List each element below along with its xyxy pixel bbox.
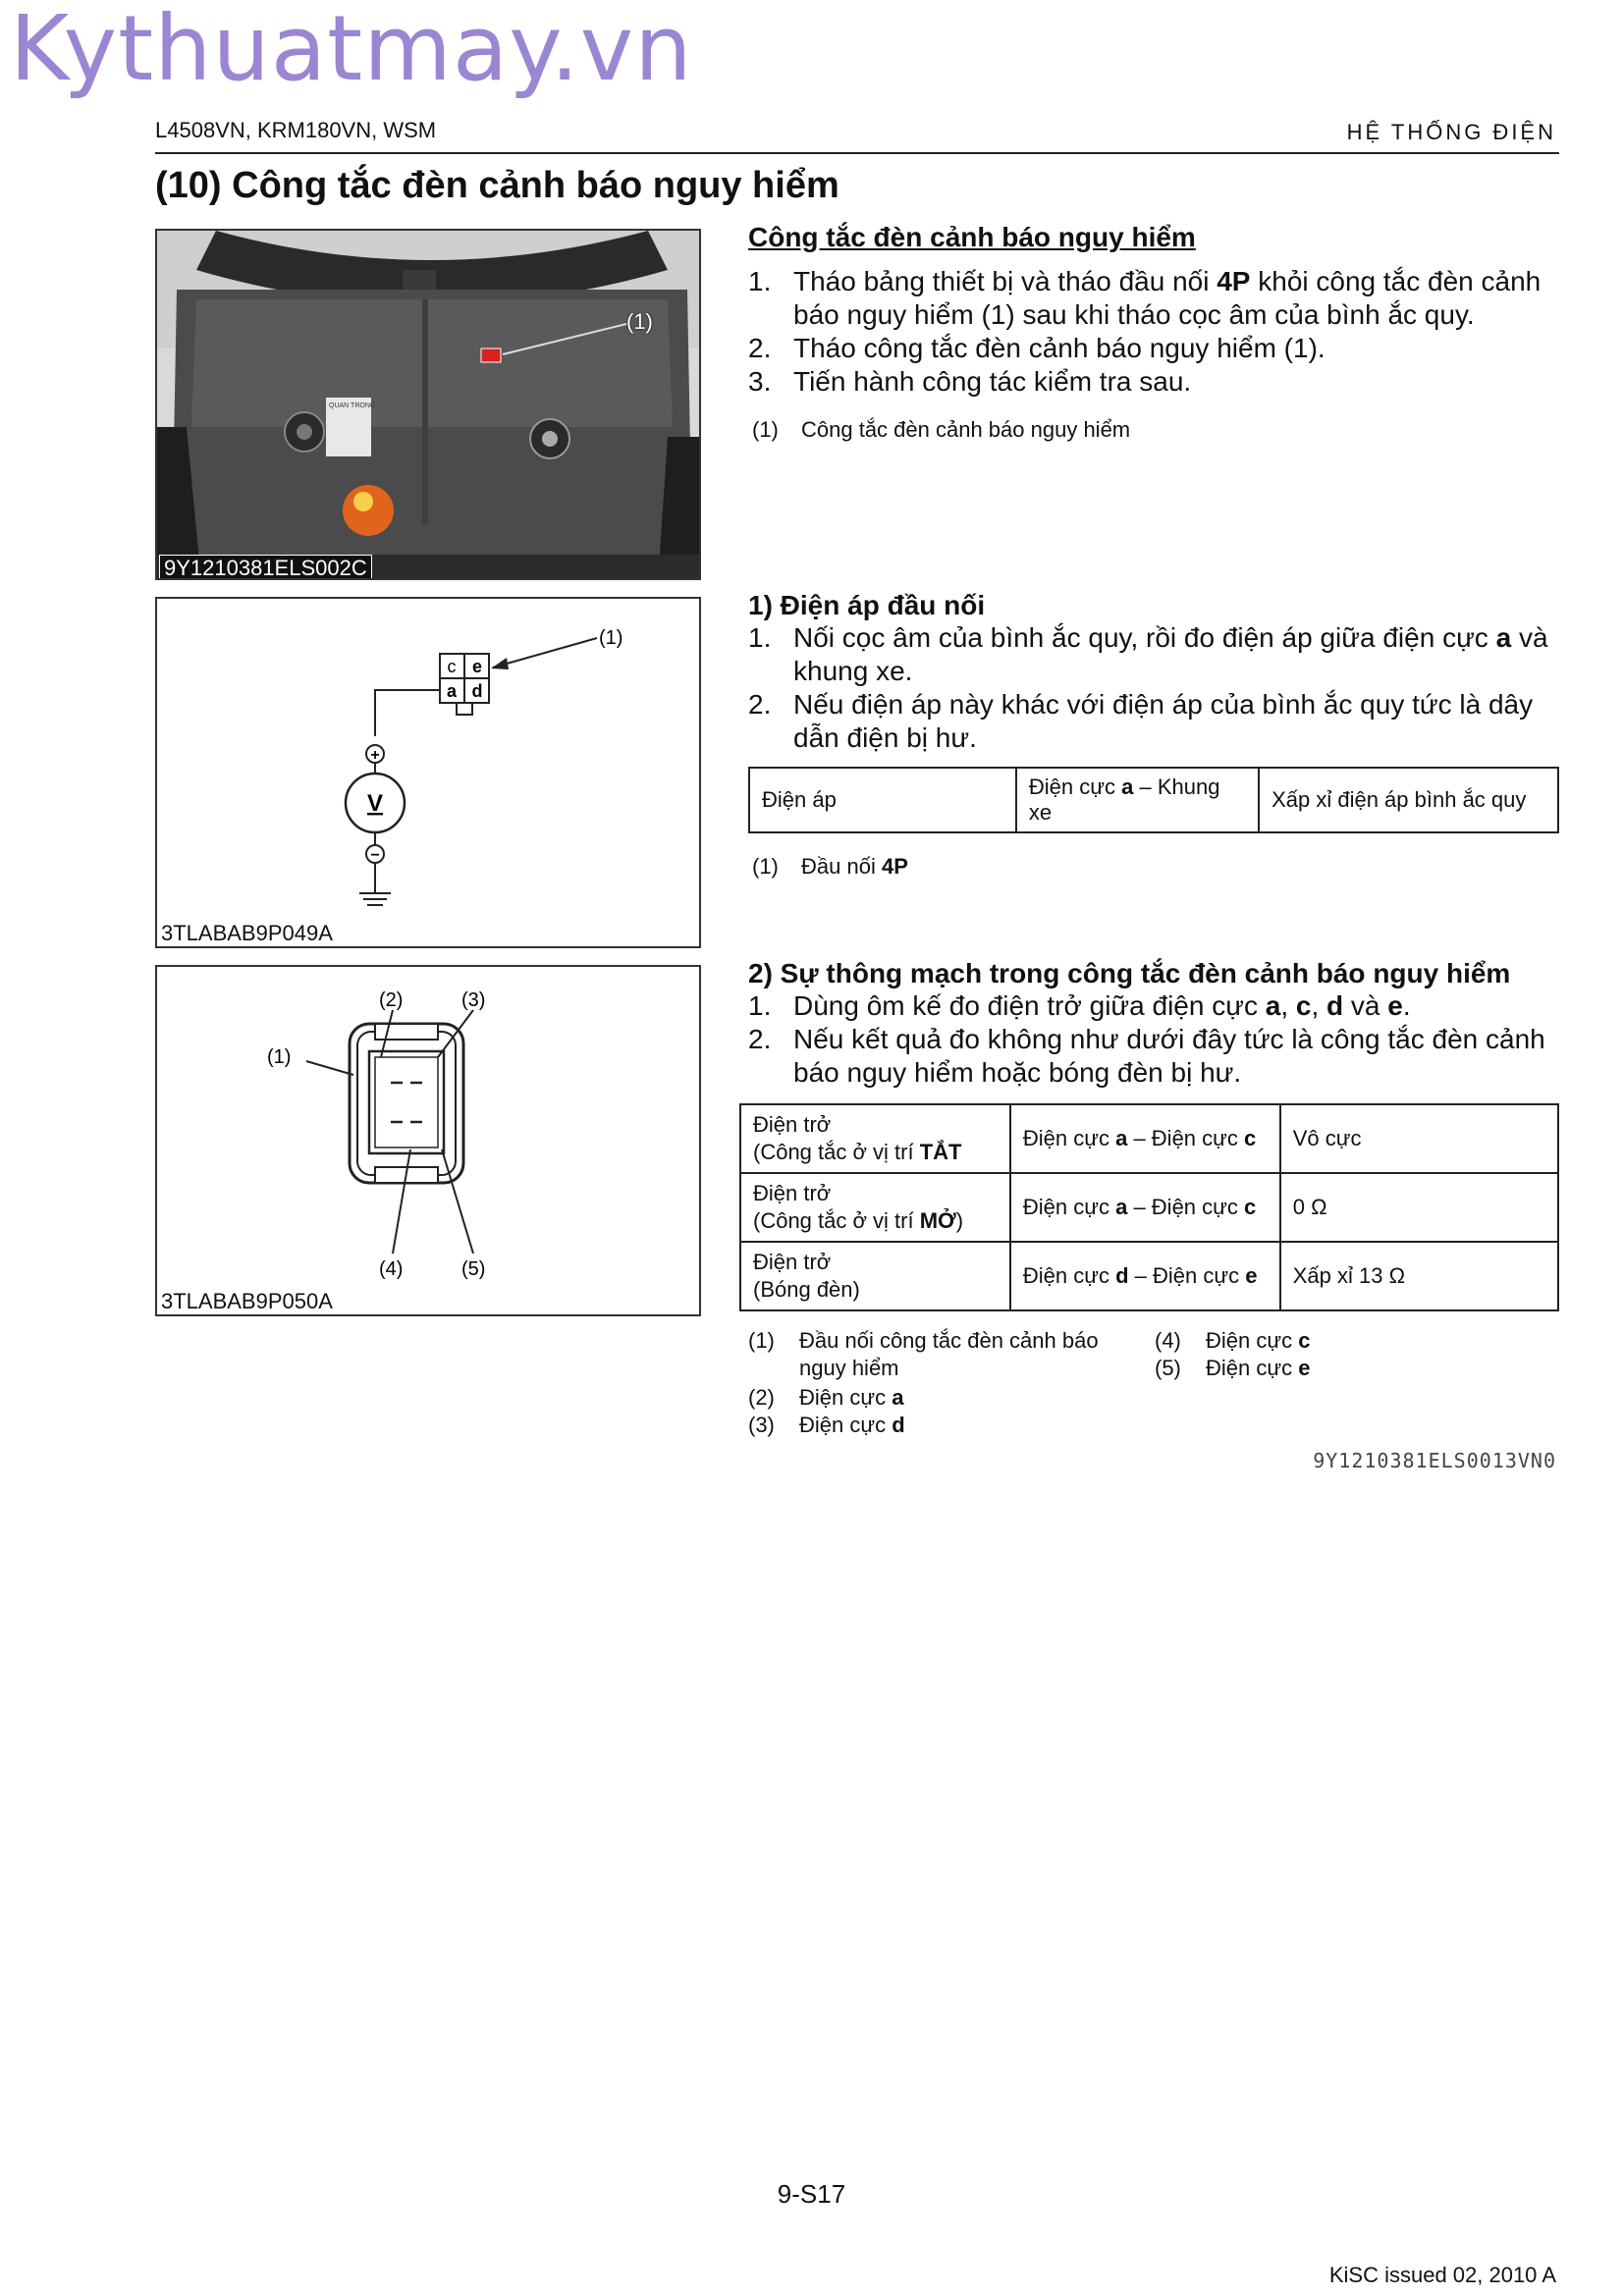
page-title: (10) Công tắc đèn cảnh báo nguy hiểm xyxy=(155,165,839,206)
step-number: 2. xyxy=(748,1024,772,1054)
voltage-heading: 1) Điện áp đầu nối xyxy=(748,590,986,620)
photo-callout-1: (1) xyxy=(626,309,653,334)
connector-callout-2: (2) xyxy=(379,989,404,1011)
voltage-table xyxy=(748,767,1559,833)
table-cell: Vô cực xyxy=(1280,1104,1558,1173)
step-number: 3. xyxy=(748,366,772,397)
terminal-a-label: a xyxy=(446,681,458,701)
table-cell: Điện cực a – Điện cực c xyxy=(1010,1173,1280,1242)
caption-item: (5) Điện cực e xyxy=(1155,1356,1311,1380)
connector-callout-3: (3) xyxy=(461,989,486,1011)
voltage-callout-1: (1) xyxy=(599,627,623,649)
continuity-steps xyxy=(748,989,1559,1090)
table-cell: Điện trở (Công tắc ở vị trí MỞ) xyxy=(740,1173,1010,1242)
table-row xyxy=(740,1242,1558,1310)
voltage-section xyxy=(748,590,1559,881)
voltage-steps xyxy=(748,621,1559,755)
connector-callout-5: (5) xyxy=(461,1258,486,1280)
step-bold: a xyxy=(1495,622,1512,653)
step-text: Tiến hành công tác kiểm tra sau. xyxy=(793,366,1192,397)
step-text: Tháo bảng thiết bị và tháo đầu nối xyxy=(793,266,1217,296)
connector-figure-code: 3TLABAB9P050A xyxy=(161,1289,333,1313)
intro-caption xyxy=(748,416,1559,444)
header-section: HỆ THỐNG ĐIỆN xyxy=(1346,120,1556,144)
step-number: 2. xyxy=(748,689,772,720)
step-number: 1. xyxy=(748,622,772,653)
table-row xyxy=(740,1104,1558,1173)
table-cell: Điện cực d – Điện cực e xyxy=(1010,1242,1280,1310)
terminal-d-label: d xyxy=(471,681,483,701)
table-cell: Điện cực a – Điện cực c xyxy=(1010,1104,1280,1173)
continuity-table-wrap xyxy=(739,1103,1559,1311)
issue-info: KiSC issued 02, 2010 A xyxy=(1328,2263,1556,2287)
caption-bold: 4P xyxy=(881,854,908,879)
step-text: Nối cọc âm của bình ắc quy, rồi đo điện áp giữa điện cực xyxy=(793,622,1496,653)
table-row xyxy=(740,1173,1558,1242)
table-row xyxy=(749,768,1558,832)
list-item xyxy=(748,265,1559,332)
voltage-figure-code: 3TLABAB9P049A xyxy=(161,921,333,945)
step-bold: 4P xyxy=(1217,266,1251,296)
table-cell: 0 Ω xyxy=(1280,1173,1558,1242)
connector-callout-4: (4) xyxy=(379,1258,404,1280)
voltage-diagram-figure xyxy=(155,597,701,948)
caption-text: Công tắc đèn cảnh báo nguy hiểm xyxy=(801,417,1131,442)
list-item xyxy=(748,365,1559,399)
caption-number: (1) xyxy=(752,854,779,879)
intro-steps xyxy=(748,265,1559,399)
list-item: 1. Dùng ôm kế đo điện trở giữa điện cực a, c, d và e. xyxy=(748,990,1411,1021)
terminal-e-label: e xyxy=(471,657,483,676)
continuity-captions-right xyxy=(1155,1327,1449,1382)
caption-item: (3) Điện cực d xyxy=(748,1413,905,1437)
continuity-captions-left xyxy=(748,1327,1151,1439)
header-models: L4508VN, KRM180VN, WSM xyxy=(155,118,437,142)
list-item xyxy=(748,688,1559,755)
caption-number: (1) xyxy=(752,417,779,442)
step-text: khỏi công tắc đèn cảnh báo nguy hiểm (1) sau khi tháo cọc âm của bình ắc quy. xyxy=(793,266,1542,330)
voltage-caption xyxy=(748,853,1559,881)
tag-label: QUAN TRONG xyxy=(329,402,376,409)
dashboard-photo-figure xyxy=(155,229,701,580)
table-cell: Điện cực a – Khung xe xyxy=(1016,768,1259,832)
voltage-diagram xyxy=(157,599,699,946)
document-id: 9Y1210381ELS0013VN0 xyxy=(1313,1449,1556,1472)
step-number: 1. xyxy=(748,990,772,1021)
list-item xyxy=(748,332,1559,365)
meter-plus-label: + xyxy=(370,747,380,764)
connector-callout-1: (1) xyxy=(267,1046,292,1068)
step-text: và khung xe. xyxy=(793,622,1548,686)
table-cell: Điện áp xyxy=(749,768,1016,832)
list-item xyxy=(748,621,1559,688)
voltmeter-label: V xyxy=(366,790,384,817)
caption-item: (2) Điện cực a xyxy=(748,1385,904,1410)
caption-item: (1) Đầu nối công tắc đèn cảnh báo nguy hiểm xyxy=(748,1328,1099,1380)
photo-figure-code: 9Y1210381ELS002C xyxy=(159,555,372,580)
table-cell: Điện trở (Bóng đèn) xyxy=(740,1242,1010,1310)
page-number: 9-S17 xyxy=(777,2179,846,2209)
continuity-table xyxy=(739,1103,1559,1311)
table-cell: Điện trở (Công tắc ở vị trí TẮT xyxy=(740,1104,1010,1173)
step-number: 1. xyxy=(748,266,772,296)
header-divider xyxy=(155,152,1559,154)
intro-heading: Công tắc đèn cảnh báo nguy hiểm xyxy=(748,222,1196,252)
step-text: Tháo công tắc đèn cảnh báo nguy hiểm (1). xyxy=(793,333,1325,363)
meter-minus-label: − xyxy=(370,847,380,864)
watermark: Kythuatmay.vn xyxy=(10,0,693,101)
continuity-heading: 2) Sự thông mạch trong công tắc đèn cảnh báo nguy hiểm xyxy=(748,958,1511,988)
caption-text: Đầu nối xyxy=(801,854,882,879)
connector-diagram xyxy=(157,967,699,1314)
table-cell: Xấp xỉ 13 Ω xyxy=(1280,1242,1558,1310)
step-text: Nếu điện áp này khác với điện áp của bình ắc quy tức là dây dẫn điện bị hư. xyxy=(793,689,1534,753)
table-cell: Xấp xỉ điện áp bình ắc quy xyxy=(1259,768,1558,832)
step-text: Nếu kết quả đo không như dưới đây tức là công tắc đèn cảnh báo nguy hiểm hoặc bóng đèn bị hư. xyxy=(793,1024,1545,1088)
terminal-c-label: c xyxy=(447,657,457,676)
step-number: 2. xyxy=(748,333,772,363)
intro-section xyxy=(748,222,1559,444)
continuity-section xyxy=(748,958,1559,1090)
list-item xyxy=(748,1023,1559,1090)
connector-diagram-figure xyxy=(155,965,701,1316)
caption-item: (4) Điện cực c xyxy=(1155,1328,1311,1353)
dashboard-photo xyxy=(157,231,701,580)
